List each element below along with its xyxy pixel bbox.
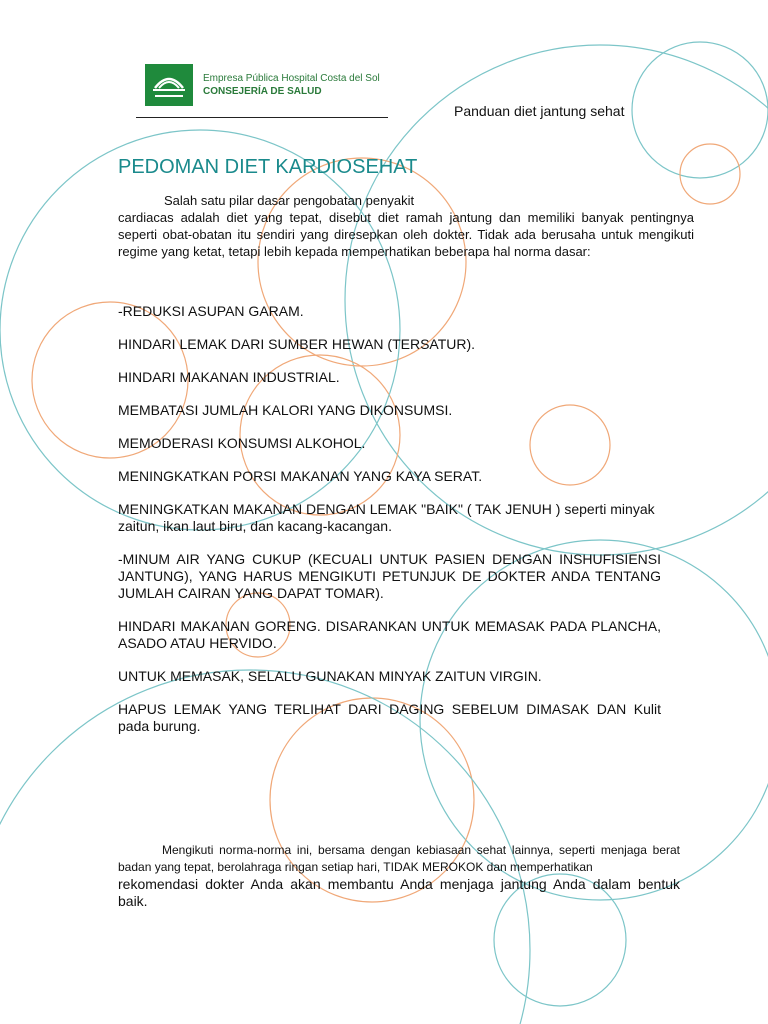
intro-line-1: Salah satu pilar dasar pengobatan penyakit	[164, 193, 415, 208]
guideline-item: UNTUK MEMASAK, SELALU GUNAKAN MINYAK ZAITUN VIRGIN.	[118, 668, 542, 684]
closing-line-2: rekomendasi dokter Anda akan membantu Anda menjaga jantung Anda dalam bentuk baik.	[118, 876, 680, 909]
closing-paragraph	[118, 842, 680, 910]
guideline-item: -MINUM AIR YANG CUKUP (KECUALI UNTUK PASIEN DENGAN INSHUFISIENSI JANTUNG), YANG HARUS MENGIKUTI PETUNJUK DE DOKTER ANDA TENTANG JUMLAH CAIRAN YANG DAPAT TOMAR).	[118, 551, 661, 601]
page-title: PEDOMAN DIET KARDIOSEHAT	[118, 156, 418, 178]
guideline-item: MENINGKATKAN PORSI MAKANAN YANG KAYA SERAT.	[118, 468, 483, 484]
guideline-item: MEMODERASI KONSUMSI ALKOHOL.	[118, 435, 366, 451]
organization-line-1: Empresa Pública Hospital Costa del Sol	[203, 73, 380, 84]
closing-line-1: Mengikuti norma-norma ini, bersama dengan kebiasaan sehat lainnya, seperti menjaga berat badan yang tepat, berolahraga ringan setiap hari, TIDAK MEROKOK dan memperhatikan	[118, 843, 680, 874]
organization-name	[203, 72, 380, 98]
junta-andalucia-logo	[145, 64, 193, 106]
diet-guidelines-list	[118, 303, 661, 751]
guideline-item: HINDARI MAKANAN INDUSTRIAL.	[118, 369, 340, 385]
document-subtitle: Panduan diet jantung sehat	[454, 103, 625, 119]
guideline-item: MEMBATASI JUMLAH KALORI YANG DIKONSUMSI.	[118, 402, 453, 418]
header-divider	[136, 117, 388, 118]
guideline-item: HINDARI LEMAK DARI SUMBER HEWAN (TERSATUR).	[118, 336, 476, 352]
intro-line-2: cardiacas adalah diet yang tepat, disebut diet ramah jantung dan memiliki banyak pentingnya seperti obat-obatan itu sendiri yang diresepkan oleh dokter. Tidak ada berusaha untuk mengikuti regime yang ketat, tetapi lebih kepada memperhatikan beberapa hal norma dasar:	[118, 210, 694, 259]
intro-paragraph	[118, 192, 694, 260]
bg-circle	[632, 42, 768, 178]
organization-line-2: CONSEJERÍA DE SALUD	[203, 86, 322, 97]
guideline-item: HAPUS LEMAK YANG TERLIHAT DARI DAGING SEBELUM DIMASAK DAN Kulit pada burung.	[118, 701, 661, 734]
guideline-item: -REDUKSI ASUPAN GARAM.	[118, 303, 304, 319]
guideline-item: HINDARI MAKANAN GORENG. DISARANKAN UNTUK MEMASAK PADA PLANCHA, ASADO ATAU HERVIDO.	[118, 618, 661, 651]
guideline-item: MENINGKATKAN MAKANAN DENGAN LEMAK "BAIK" ( TAK JENUH ) seperti minyak zaitun, ikan laut biru, dan kacang-kacangan.	[118, 501, 655, 534]
